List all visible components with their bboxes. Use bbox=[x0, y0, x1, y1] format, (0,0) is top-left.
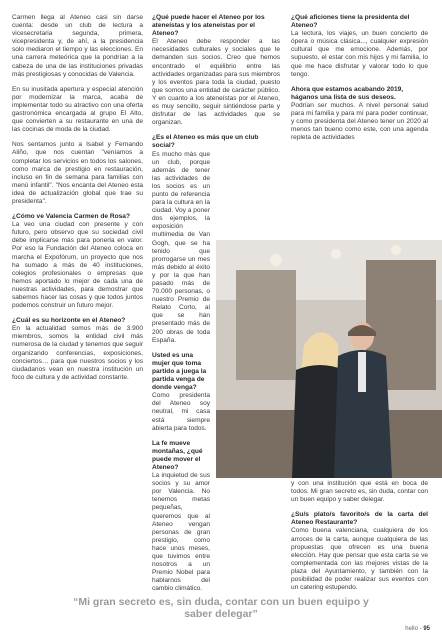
page-footer: hello - 95 bbox=[405, 626, 430, 632]
paragraph: El Ateneo debe responder a las necesidades culturales y sociales que le demanden sus socios. Creo que hemos encontrado el equilibrio entre las actividades organizadas para sus miembros y los eventos para toda la ciudad, puesto que somos una entidad de carácter público. Y en cuanto a los ateneístas por el Ateneo, es muy sencillo, seguir sintiéndose parte y disfrutar de las actividades que se organizan. bbox=[152, 38, 280, 127]
paragraph: En su inusitada apertura y especial atención por modernizar la marca, acaba de implementar todo su atractivo con una oferta gastronómica encargada al grupo El Alto, que convierten a su restaurante en una de las cocinas de moda de la ciudad. bbox=[12, 85, 143, 134]
question-heading: ¿Qué puede hacer el Ateneo por los ateneístas y los ateneístas por el Ateneo? bbox=[152, 14, 265, 38]
restaurant-photo-illustration bbox=[216, 240, 442, 478]
question-heading: Usted es una mujer que toma partido a juega la partida venga de donde venga? bbox=[152, 351, 207, 392]
pull-quote: “Mi gran secreto es, sin duda, contar con un buen equipo y saber delegar” bbox=[73, 596, 369, 620]
paragraph: En la actualidad somos más de 3.900 miembros, somos la entidad civil más numerosa de la ciudad y tenemos que seguir organizando conferencias, exposiciones, conciertos… para que nuestros socios y los ciudadanos vean en nuestra institución un foco de cultura y de actividad constante. bbox=[12, 325, 143, 381]
question-heading: ¿Cuál es su horizonte en el Ateneo? bbox=[12, 317, 126, 325]
question-heading: ¿Su/s plato/s favorito/s de la carta del Ateneo Restaurante? bbox=[291, 511, 428, 527]
paragraph: La inquietud de sus socios y su amor por Valencia. No tenemos metas pequeñas, queremos que al Ateneo vengan personas de gran prestigio, como hace unos meses, que tuvimos entre nosotros a un Premio Nobel para hablarnos del cambio climático. bbox=[152, 472, 210, 593]
question-heading: ¿Cómo ve Valencia Carmen de Rosa? bbox=[12, 213, 130, 221]
interview-photo bbox=[216, 240, 442, 478]
paragraph: Es mucho más que un club, porque además de tener las actividades de los socios es un punto de referencia para la cultura en la ciudad. Voy a poner dos ejemplos, la exposición multimedia de Van Gogh, que se ha tenido que prorrogarse un mes más debido al éxito y por la que han pasado más de 70.000 personas, o nuestro Premio de Relato Corto, al que se han presentado más de 200 obras de toda España. bbox=[152, 150, 210, 344]
question-heading: La fe mueve montañas, ¿qué puede mover el Ateneo? bbox=[152, 439, 203, 471]
column-3 bbox=[291, 14, 428, 149]
paragraph: Como presidenta del Ateneo soy neutral, mi casa está siempre abierta para todos. bbox=[152, 392, 210, 432]
paragraph: La veo una ciudad con presente y con futuro, pero observo que su sociedad civil debe implicarse más para ponerla en valor. Por eso la Fundación del Ateneo coloca en marcha el Expofórum, un proyecto que nos ha sumado a más de 40 instituciones, colegios profesionales o empresas que hemos aportado lo mejor de cada una de nuestras actividades, para demostrar que sabemos hacer las cosas y que todos juntos podemos construir un futuro mejor. bbox=[12, 221, 143, 310]
paragraph: La lectura, los viajes, un buen concierto de ópera o música clásica..., cualquier expresión cultural que me emocione. Además, por supuesto, el estar con mis hijos y mi familia, lo que me hace disfrutar y valorar todo lo que tengo. bbox=[291, 30, 428, 78]
paragraph: Nos sentamos junto a Isabel y Fernando Aliño, que nos cuentan "veníamos a completar los servicios en todos los salones, como marca de prestigio en restauración, incluso en fin de semana para familias con menú infantil". "Nos encanta del Ateneo esta idea de actualización global que trae su presidenta". bbox=[12, 141, 143, 205]
column-3-lower bbox=[291, 480, 428, 599]
question-heading: ¿Es el Ateneo es más que un club social? bbox=[152, 134, 259, 150]
magazine-name: hello bbox=[405, 626, 418, 632]
page-number: 95 bbox=[423, 626, 430, 632]
paragraph: y con una institución que está en boca de todos. Mi gran secreto es, sin duda, contar con un buen equipo y saber delegar. bbox=[291, 480, 428, 504]
paragraph: Podrían ser muchos. A nivel personal salud para mi familia y para mí para poder continuar, y como presidenta del Ateneo tener un 2020 al menos tan bueno como este, con una agenda repleta de actividades bbox=[291, 101, 428, 142]
paragraph: Como buena valenciana, cualquiera de los arroces de la carta, aunque cualquiera de las propuestas que ofrecen es una buena elección. Hay que pensar que esta carta se ve complementada con las mejores vistas de la plaza del Ayuntamiento, y también con la posibilidad de poder realizar sus eventos con un catering estupendo. bbox=[291, 527, 428, 592]
paragraph: Carmen llega al Ateneo casi sin darse cuenta: desde un club de lectura a vicesecretaria segunda, primera, vicepresidenta y, de ahí, a la presidencia solo mediaron el tiempo y las elecciones. En una carrera meteórica que la pondrían a la cabeza de una de las instituciones privadas más prestigiosas y conocidas de Valencia. bbox=[12, 14, 143, 78]
column-1 bbox=[12, 14, 143, 389]
question-heading: Ahora que estamos acabando 2019, háganos una lista de sus deseos. bbox=[291, 85, 404, 101]
question-heading: ¿Qué aficiones tiene la presidenta del Ateneo? bbox=[291, 14, 410, 30]
